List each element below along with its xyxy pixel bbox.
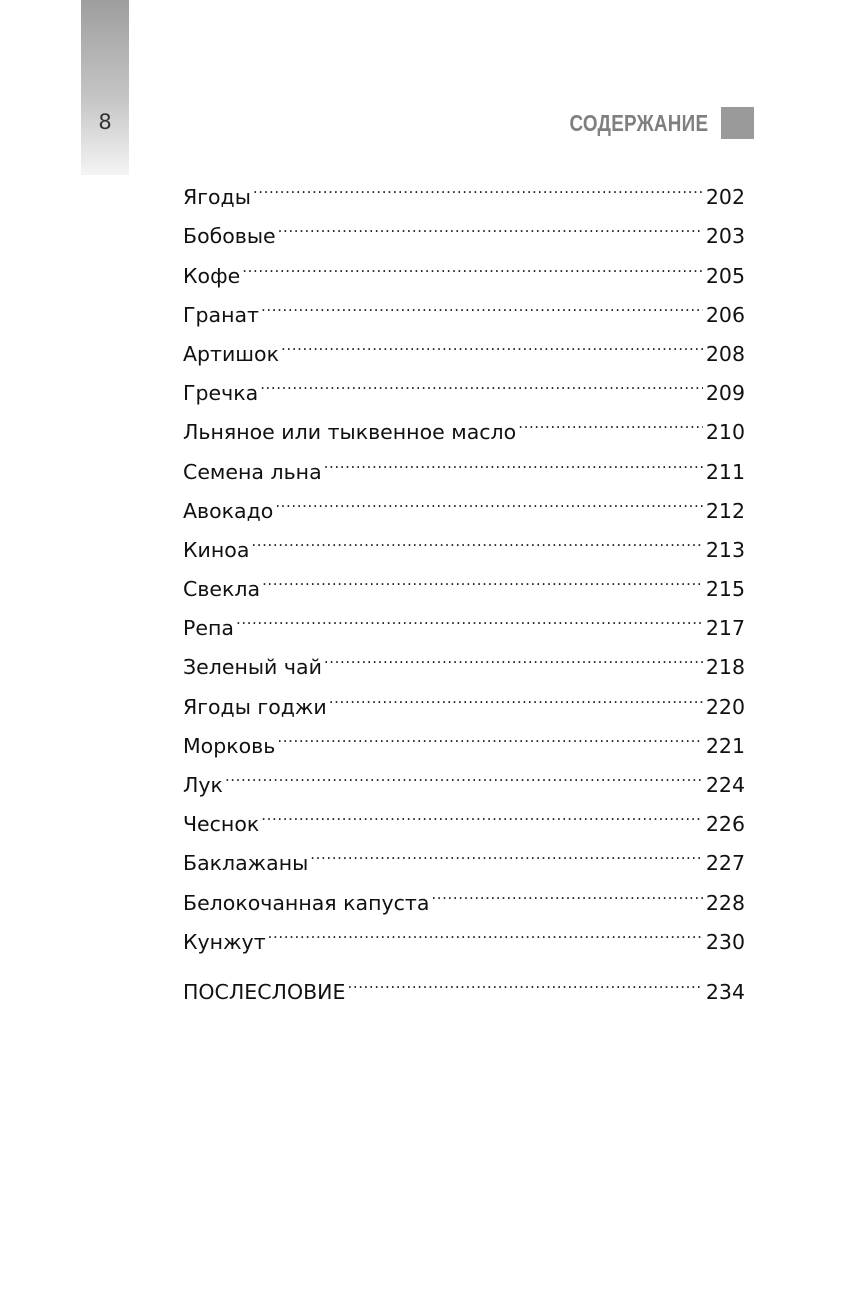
toc-entry-title: Баклажаны [183,851,309,876]
toc-entry-page: 203 [705,224,745,249]
toc-dot-leader [251,518,702,557]
toc-entry[interactable] [183,204,745,249]
toc-entry-title: Свекла [183,577,261,602]
toc-entry-page: 217 [705,616,745,641]
toc-entry-page: 209 [705,381,745,406]
toc-entry-title: Ягоды [183,185,251,210]
toc-entry-page: 226 [705,812,745,837]
toc-dot-leader [261,283,703,322]
toc-entry[interactable] [183,400,745,445]
toc-entry[interactable] [183,596,745,641]
toc-entry[interactable] [183,831,745,876]
page-tab [81,0,129,175]
toc-entry-title: Льняное или тыквенное масло [183,420,517,445]
toc-entry-page: 208 [705,341,745,366]
toc-entry-page: 218 [705,655,745,680]
toc-entry-page: 211 [705,459,745,484]
toc-entry-title: Авокадо [183,498,274,523]
toc-dot-leader [278,204,703,243]
toc-entry[interactable] [183,557,745,602]
toc-dot-leader [260,361,703,400]
toc-entry-title: Морковь [183,733,276,758]
toc-dot-leader [242,243,703,282]
toc-dot-leader [329,674,703,713]
toc-entry-title: Репа [183,616,234,641]
toc-entry-title: Гранат [183,302,259,327]
toc-entry[interactable] [183,910,745,954]
toc-entry-title: ПОСЛЕСЛОВИЕ [183,979,346,1004]
toc-dot-leader [275,479,703,518]
toc-dot-leader [324,439,703,478]
toc-entry-title: Зеленый чай [183,655,322,680]
toc-dot-leader [324,635,703,674]
toc-entry-page: 227 [705,851,745,876]
toc-entry[interactable] [183,243,745,288]
toc-entry-page: 224 [705,773,745,797]
toc-entry-title: Кофе [183,263,241,288]
toc-entry-title: Гречка [183,381,259,406]
toc-entry-page: 220 [705,694,745,719]
toc-dot-leader [277,714,703,753]
toc-dot-leader [236,596,703,635]
section-title: СОДЕРЖАНИЕ [569,110,708,136]
title-block-marker [721,107,754,139]
toc-dot-leader [261,792,703,831]
toc-dot-leader [431,870,702,909]
toc-entry-page: 213 [705,537,745,562]
toc-dot-leader [310,831,703,870]
toc-dot-leader [253,165,703,204]
toc-entry[interactable] [183,322,745,366]
toc-entry[interactable] [183,753,745,797]
toc-entry-page: 230 [705,929,745,954]
toc-dot-leader [518,400,703,439]
toc-entry[interactable] [183,792,745,837]
toc-entry-title: Киноа [183,537,250,562]
toc-entry-page: 221 [705,733,745,758]
toc-entry-page: 212 [705,498,745,523]
toc-entry-title: Бобовые [183,224,276,249]
toc-dot-leader [281,322,703,361]
toc-entry[interactable] [183,635,745,680]
toc-entry[interactable] [183,361,745,406]
toc-entry-title: Лук [183,773,223,797]
toc-entry-page: 215 [705,577,745,602]
page-number: 8 [98,110,112,134]
toc-dot-leader [225,753,703,792]
toc-entry-page: 228 [705,890,745,915]
toc-entry-title: Чеснок [183,812,260,837]
toc-dot-leader [268,910,703,949]
toc-entry-page: 202 [705,185,745,210]
toc-entry-afterword[interactable] [183,960,745,1004]
toc-entry-page: 205 [705,263,745,288]
table-of-contents [183,165,745,1004]
toc-entry[interactable] [183,165,745,210]
toc-entry-page: 234 [705,979,745,1004]
toc-entry-title: Ягоды годжи [183,694,327,719]
toc-entry[interactable] [183,283,745,327]
toc-entry-title: Семена льна [183,459,322,484]
toc-entry[interactable] [183,518,745,562]
toc-dot-leader [347,960,702,999]
toc-entry-page: 210 [705,420,745,445]
toc-entry-title: Кунжут [183,929,266,954]
toc-entry-title: Артишок [183,341,279,366]
toc-entry-title: Белокочанная капуста [183,890,430,915]
toc-dot-leader [262,557,703,596]
toc-entry-page: 206 [705,302,745,327]
